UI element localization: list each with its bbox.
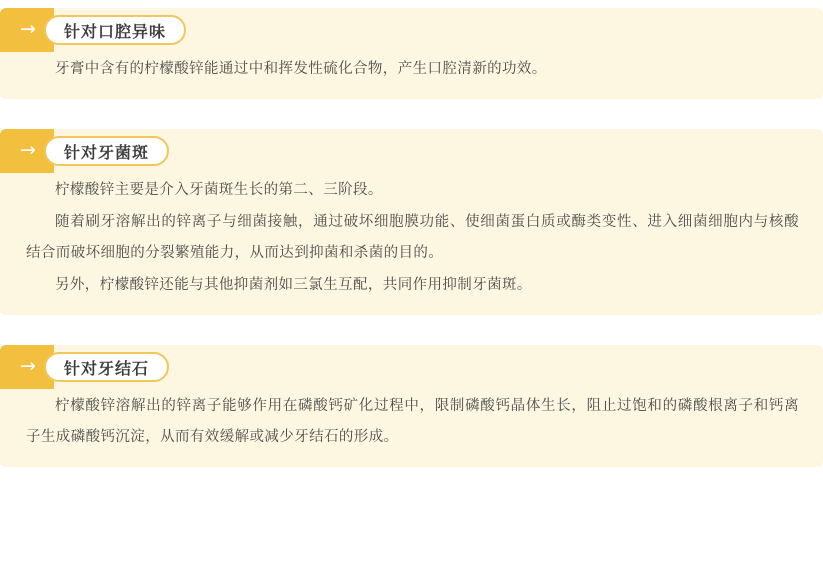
section-header [0,345,823,389]
section-title: 针对牙结石 [64,358,150,378]
arrow-right-icon: → [20,354,34,377]
content-section-oral-odor [0,8,823,99]
paragraph: 柠檬酸锌溶解出的锌离子能够作用在磷酸钙矿化过程中，限制磷酸钙晶体生长，阻止过饱和的磷酸根离子和钙离子生成磷酸钙沉淀，从而有效缓解或减少牙结石的形成。 [26,398,799,445]
content-section-plaque [0,129,823,315]
paragraph: 随着刷牙溶解出的锌离子与细菌接触，通过破坏细胞膜功能、使细菌蛋白质或酶类变性、进入细菌细胞内与核酸结合而破坏细胞的分裂繁殖能力，从而达到抑菌和杀菌的目的。 [26,214,799,261]
section-title-pill [44,136,169,166]
section-divider-space [0,331,823,345]
paragraph: 牙膏中含有的柠檬酸锌能通过中和挥发性硫化合物，产生口腔清新的功效。 [55,61,547,77]
paragraph: 另外，柠檬酸锌还能与其他抑菌剂如三氯生互配，共同作用抑制牙菌斑。 [55,277,532,293]
section-title: 针对口腔异味 [64,21,167,41]
section-title-pill [44,15,186,45]
paragraph: 柠檬酸锌主要是介入牙菌斑生长的第二、三阶段。 [55,182,383,198]
section-body [0,52,823,85]
section-body [0,389,823,453]
section-body [0,173,823,301]
content-section-tartar [0,345,823,467]
section-title-pill [44,352,169,382]
arrow-right-icon: → [20,17,34,40]
section-divider-space [0,115,823,129]
document-page [0,8,823,566]
arrow-right-icon: → [20,138,34,161]
section-title: 针对牙菌斑 [64,142,150,162]
section-header [0,129,823,173]
section-header [0,8,823,52]
